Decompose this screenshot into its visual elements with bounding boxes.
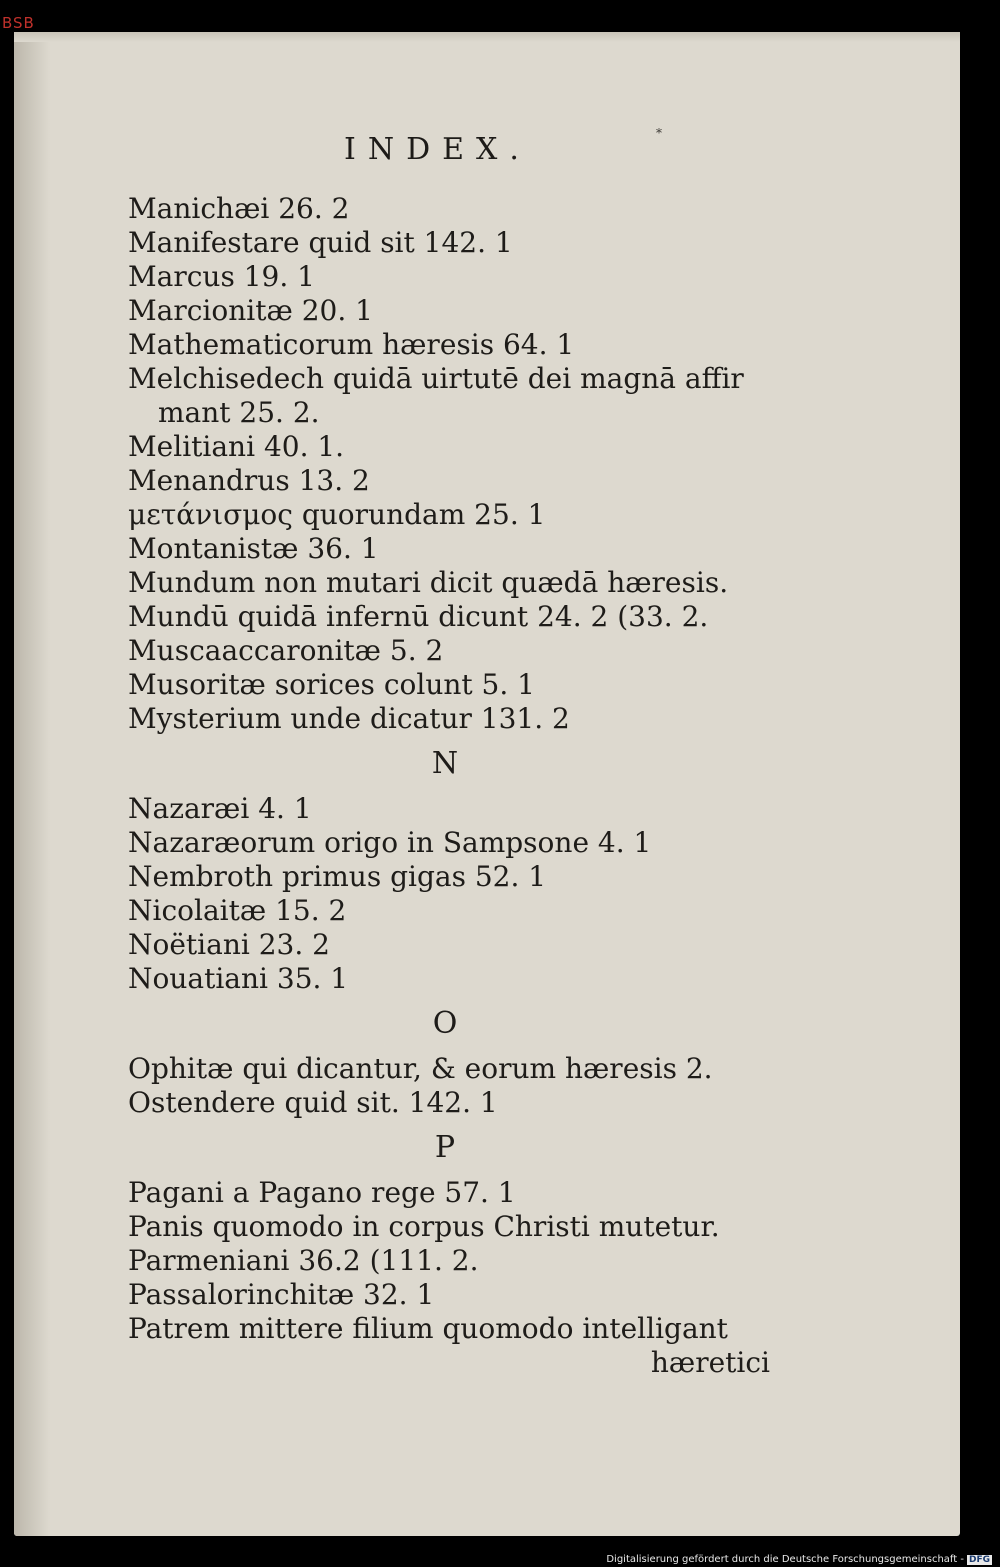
index-entry: Mathematicorum hæresis 64. 1	[128, 328, 575, 361]
index-entry: Nouatiani 35. 1	[128, 962, 349, 995]
index-entry: Musoritæ sorices colunt 5. 1	[128, 668, 535, 701]
index-entry: Nazaræorum origo in Sampsone 4. 1	[128, 826, 652, 859]
index-entry: Mundū quidā infernū dicunt 24. 2 (33. 2.	[128, 600, 709, 633]
index-entry: Mundum non mutari dicit quædā hæresis.	[128, 566, 729, 599]
index-entry: Ostendere quid sit. 142. 1	[128, 1086, 498, 1119]
library-mark: BSB	[2, 14, 35, 32]
index-entry: Nicolaitæ 15. 2	[128, 894, 347, 927]
index-entry: Nazaræi 4. 1	[128, 792, 312, 825]
index-entry: Parmeniani 36.2 (111. 2.	[128, 1244, 479, 1277]
index-entry: Marcionitæ 20. 1	[128, 294, 373, 327]
index-entry: Noëtiani 23. 2	[128, 928, 330, 961]
index-entry: Manichæi 26. 2	[128, 192, 350, 225]
index-entry: Passalorinchitæ 32. 1	[128, 1278, 435, 1311]
section-letter: N	[431, 746, 459, 781]
page-top-edge	[14, 32, 960, 42]
index-entry: μετάνισμος quorundam 25. 1	[128, 498, 546, 531]
section-letter: P	[434, 1130, 456, 1165]
index-entry: Menandrus 13. 2	[128, 464, 370, 497]
index-entry: Ophitæ qui dicantur, & eorum hæresis 2.	[128, 1052, 713, 1085]
index-entry-continuation: mant 25. 2.	[158, 396, 320, 429]
index-entry: Nembroth primus gigas 52. 1	[128, 860, 547, 893]
index-entry-continuation: hæretici	[650, 1346, 770, 1379]
header-ornament: *	[656, 126, 662, 140]
index-entry: Panis quomodo in corpus Christi mutetur.	[128, 1210, 720, 1243]
page-header: INDEX.	[344, 132, 531, 167]
footer-credit	[606, 1554, 992, 1565]
section-letter: O	[432, 1006, 458, 1041]
footer-text: Digitalisierung gefördert durch die Deutsche Forschungsgemeinschaft -	[606, 1554, 964, 1565]
index-entry: Montanistæ 36. 1	[128, 532, 379, 565]
index-entry: Manifestare quid sit 142. 1	[128, 226, 513, 259]
page-gutter-shadow	[14, 32, 50, 1536]
index-entry: Mysterium unde dicatur 131. 2	[128, 702, 570, 735]
book-page	[14, 32, 960, 1536]
index-list	[128, 192, 788, 1380]
index-entry: Pagani a Pagano rege 57. 1	[128, 1176, 516, 1209]
index-entry: Marcus 19. 1	[128, 260, 315, 293]
dfg-logo-badge: DFG	[968, 1555, 990, 1565]
index-entry: Melitiani 40. 1.	[128, 430, 345, 463]
index-entry: Melchisedech quidā uirtutē dei magnā affir	[128, 362, 744, 395]
index-entry: Patrem mittere filium quomodo intelligant	[128, 1312, 728, 1345]
index-entry: Muscaaccaronitæ 5. 2	[128, 634, 444, 667]
